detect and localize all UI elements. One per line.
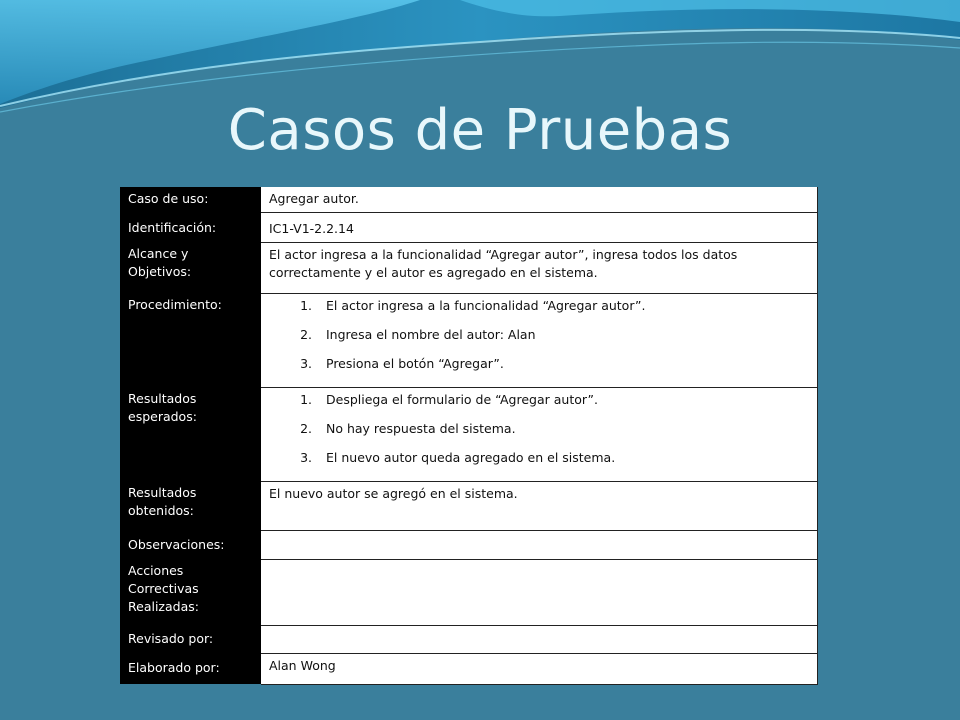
step-number: 1.: [300, 297, 312, 313]
list-item: [269, 420, 809, 449]
row-value: Agregar autor.: [261, 187, 818, 212]
steps-cell: [261, 387, 818, 481]
table-row: [120, 293, 818, 387]
table-row: [120, 559, 818, 625]
table-row: [120, 242, 818, 293]
list-item: [269, 326, 809, 355]
row-value: [261, 625, 818, 653]
table-row: [120, 387, 818, 481]
procedure-list: [269, 297, 809, 384]
list-item: [269, 297, 809, 326]
table-row: [120, 187, 818, 212]
step-text: No hay respuesta del sistema.: [326, 420, 516, 436]
row-label: Alcance y Objetivos:: [120, 242, 261, 293]
step-number: 3.: [300, 355, 312, 371]
slide-title: Casos de Pruebas: [227, 98, 733, 163]
row-label: Observaciones:: [120, 530, 261, 559]
row-value: El actor ingresa a la funcionalidad “Agregar autor”, ingresa todos los datos correctamente y el autor es agregado en el sistema.: [261, 242, 818, 293]
table-row: [120, 481, 818, 530]
row-value: [261, 530, 818, 559]
step-text: El nuevo autor queda agregado en el sistema.: [326, 449, 616, 465]
step-number: 2.: [300, 326, 312, 342]
row-label: Identificación:: [120, 212, 261, 242]
row-value: IC1-V1-2.2.14: [261, 212, 818, 242]
row-label: Elaborado por:: [120, 653, 261, 684]
steps-cell: [261, 293, 818, 387]
table-row: [120, 653, 818, 684]
row-label: Resultados esperados:: [120, 387, 261, 481]
row-value: Alan Wong: [261, 653, 818, 684]
row-label: Procedimiento:: [120, 293, 261, 387]
step-number: 3.: [300, 449, 312, 465]
row-value: [261, 559, 818, 625]
row-label: Resultados obtenidos:: [120, 481, 261, 530]
test-case-table: [120, 187, 818, 674]
step-text: El actor ingresa a la funcionalidad “Agregar autor”.: [326, 297, 646, 313]
row-label: Caso de uso:: [120, 187, 261, 212]
step-number: 2.: [300, 420, 312, 436]
list-item: [269, 391, 809, 420]
step-text: Despliega el formulario de “Agregar autor”.: [326, 391, 598, 407]
row-label: Revisado por:: [120, 625, 261, 653]
step-number: 1.: [300, 391, 312, 407]
row-label: Acciones Correctivas Realizadas:: [120, 559, 261, 625]
row-value: El nuevo autor se agregó en el sistema.: [261, 481, 818, 530]
list-item: [269, 355, 809, 384]
table-row: [120, 530, 818, 559]
step-text: Presiona el botón “Agregar”.: [326, 355, 504, 371]
test-case-grid: [120, 187, 818, 685]
table-row: [120, 212, 818, 242]
list-item: [269, 449, 809, 478]
table-row: [120, 625, 818, 653]
step-text: Ingresa el nombre del autor: Alan: [326, 326, 536, 342]
expected-results-list: [269, 391, 809, 478]
